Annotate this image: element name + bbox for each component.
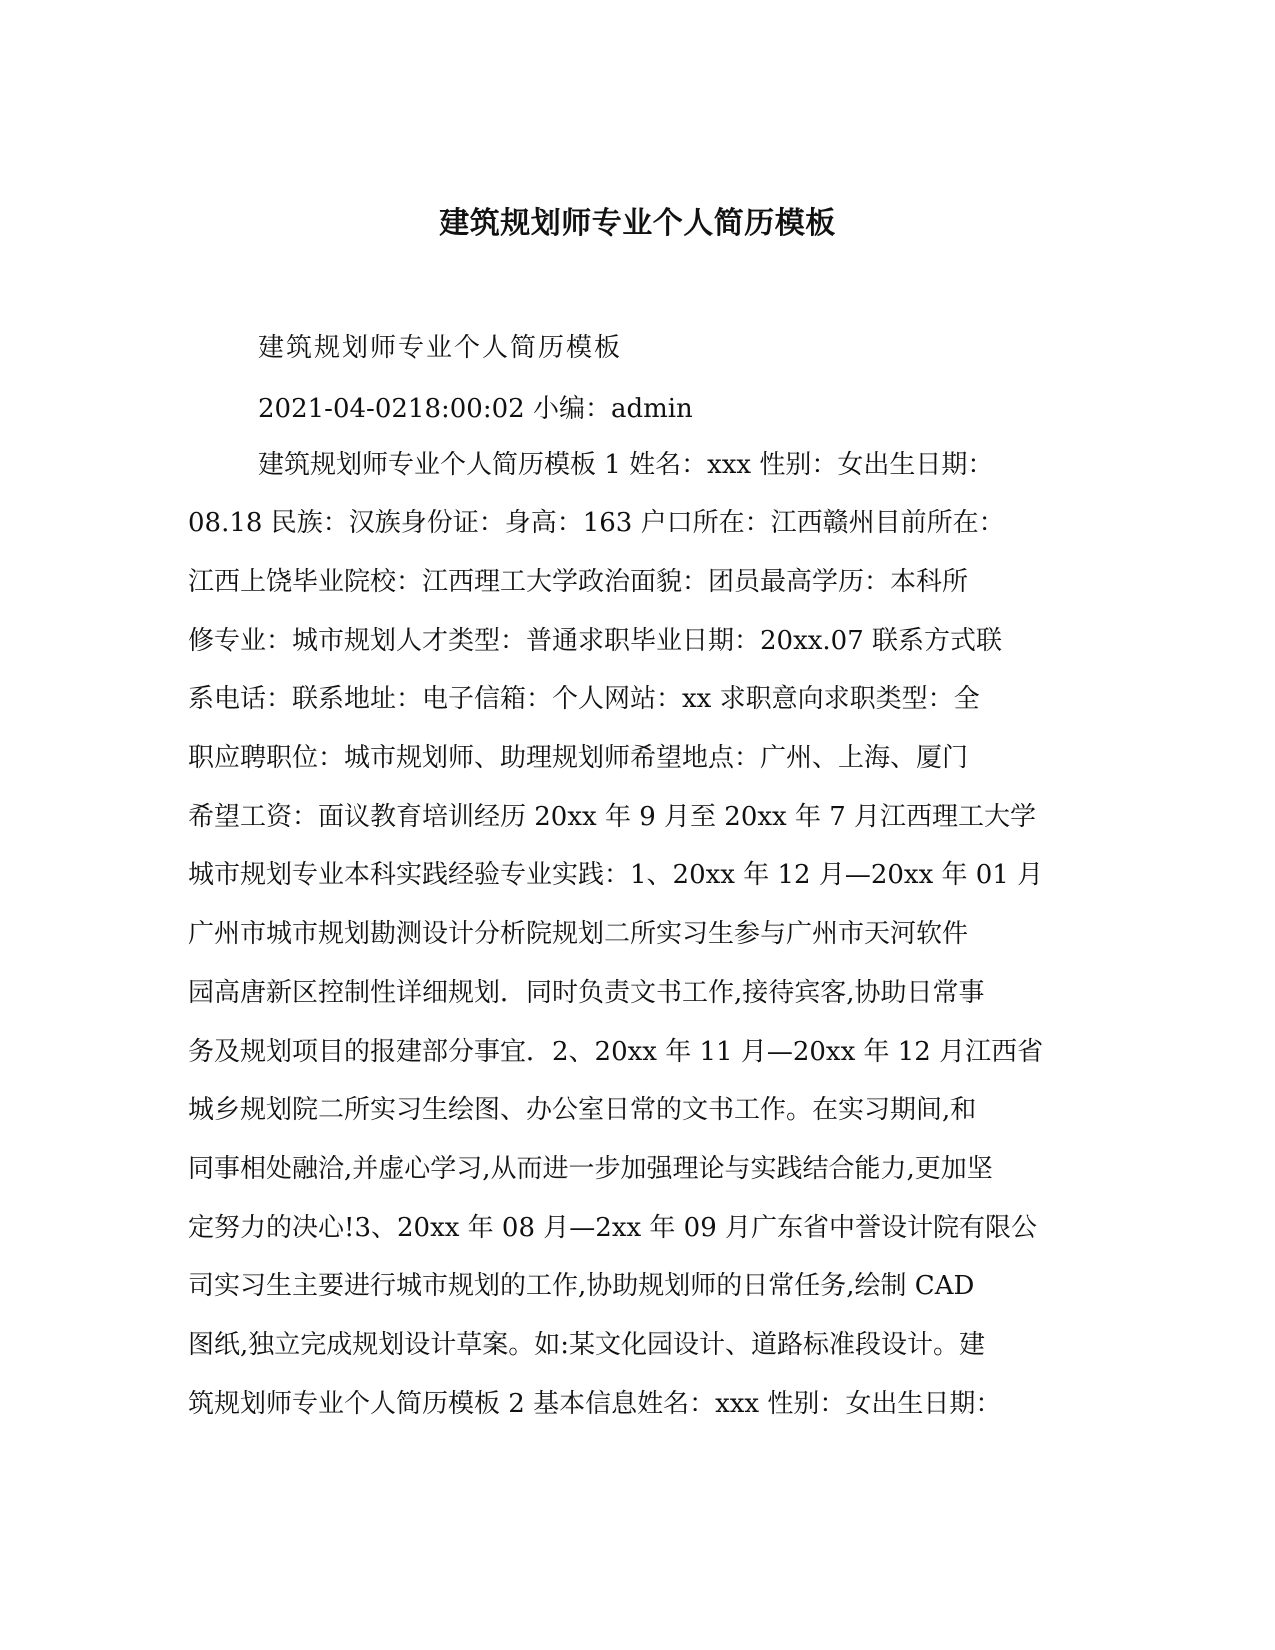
body-line: 同事相处融洽,并虚心学习,从而进一步加强理论与实践结合能力,更加坚 <box>188 1154 993 1184</box>
body-line: 希望工资：面议教育培训经历 20xx 年 9 月至 20xx 年 7 月江西理工大学 <box>188 802 1037 832</box>
body-line: 城乡规划院二所实习生绘图、办公室日常的文书工作。在实习期间,和 <box>188 1095 977 1125</box>
body-line: 江西上饶毕业院校：江西理工大学政治面貌：团员最高学历：本科所 <box>188 567 969 597</box>
body-line: 园高唐新区控制性详细规划．同时负责文书工作,接待宾客,协助日常事 <box>188 978 985 1008</box>
body-line: 职应聘职位：城市规划师、助理规划师希望地点：广州、上海、厦门 <box>188 743 969 773</box>
body-line: 修专业：城市规划人才类型：普通求职毕业日期：20xx.07 联系方式联 <box>188 626 1003 656</box>
body-line: 图纸,独立完成规划设计草案。如:某文化园设计、道路标准段设计。建 <box>188 1330 986 1360</box>
body-line: 广州市城市规划勘测设计分析院规划二所实习生参与广州市天河软件 <box>188 919 969 949</box>
body-line: 司实习生主要进行城市规划的工作,协助规划师的日常任务,绘制 CAD <box>188 1271 975 1301</box>
document-meta: 2021-04-0218:00:02 小编：admin <box>258 394 693 424</box>
body-line: 定努力的决心!3、20xx 年 08 月—2xx 年 09 月广东省中誉设计院有限公 <box>188 1213 1038 1243</box>
paragraph-first-line: 建筑规划师专业个人简历模板 1 姓名：xxx 性别：女出生日期： <box>258 450 994 480</box>
document-title: 建筑规划师专业个人简历模板 <box>439 206 836 241</box>
body-line: 系电话：联系地址：电子信箱：个人网站：xx 求职意向求职类型：全 <box>188 684 980 714</box>
body-line: 08.18 民族：汉族身份证：身高：163 户口所在：江西赣州目前所在： <box>188 508 1005 538</box>
document-subtitle: 建筑规划师专业个人简历模板 <box>258 333 623 363</box>
body-line: 务及规划项目的报建部分事宜．2、20xx 年 11 月—20xx 年 12 月江西省 <box>188 1037 1044 1067</box>
body-line: 城市规划专业本科实践经验专业实践：1、20xx 年 12 月—20xx 年 01 月 <box>188 860 1044 890</box>
body-line: 筑规划师专业个人简历模板 2 基本信息姓名：xxx 性别：女出生日期： <box>188 1389 1002 1419</box>
